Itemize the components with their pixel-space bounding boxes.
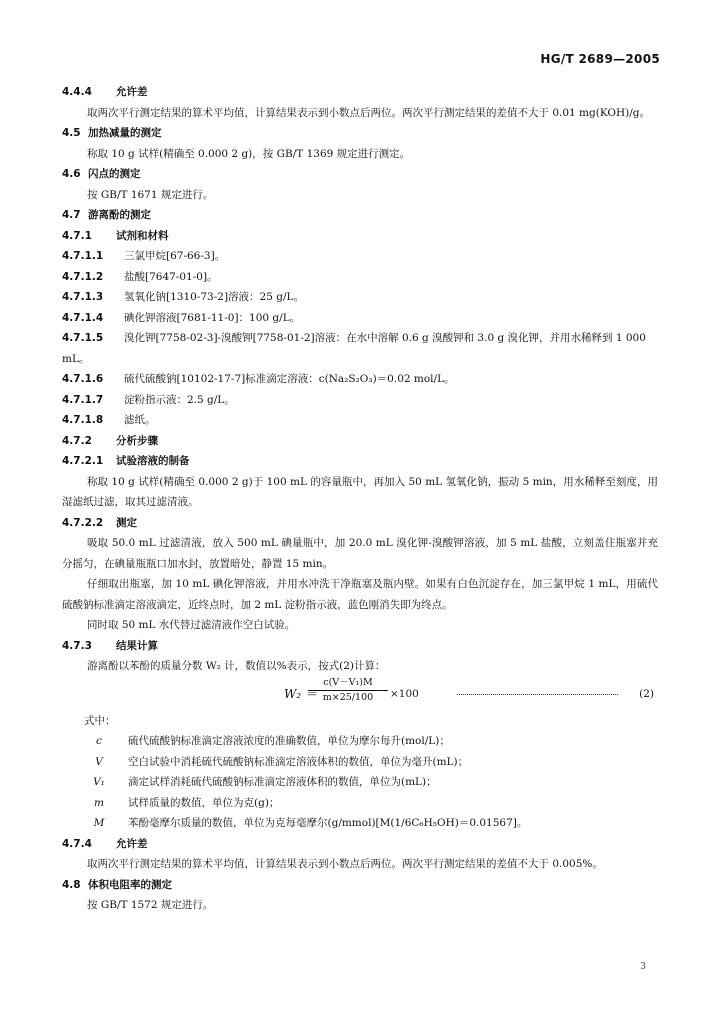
section-title: 游离酚的测定 xyxy=(88,209,151,221)
standard-code: HG/T 2689—2005 xyxy=(540,52,660,66)
variable-symbol: V₁ xyxy=(93,776,105,788)
section-title: 试剂和材料 xyxy=(116,229,169,242)
reagent-item xyxy=(62,369,658,390)
where-label: 式中： xyxy=(84,714,116,727)
section-number: 4.7.2 xyxy=(62,434,92,447)
paragraph: 游离酚以苯酚的质量分数 W₂ 计，数值以%表示，按式(2)计算： xyxy=(87,660,386,672)
item-text: 滤纸。 xyxy=(124,414,156,426)
variable-definition xyxy=(62,813,658,834)
section-title: 加热减量的测定 xyxy=(88,127,162,139)
reagent-item xyxy=(62,246,658,267)
item-number: 4.7.1.4 xyxy=(62,311,104,324)
item-number: 4.7.1.5 xyxy=(62,332,104,344)
reagent-item xyxy=(62,390,658,411)
section-heading xyxy=(62,226,658,247)
section-heading xyxy=(62,431,658,452)
item-text: 氢氧化钠[1310-73-2]溶液：25 g/L。 xyxy=(124,291,304,303)
section-heading xyxy=(62,205,658,226)
paragraph: 同时取 50 mL 水代替过滤清液作空白试验。 xyxy=(87,619,296,631)
section-title: 测定 xyxy=(116,516,137,529)
reagent-item xyxy=(62,267,658,288)
section-heading xyxy=(62,875,658,896)
reagent-item xyxy=(62,308,658,329)
section-heading xyxy=(62,123,658,144)
paragraph: 取两次平行测定结果的算术平均值，计算结果表示到小数点后两位。两次平行测定结果的差值不大于 0.005%。 xyxy=(87,858,603,870)
section-title: 允许差 xyxy=(116,837,148,850)
variable-symbol: V xyxy=(95,755,103,768)
section-number: 4.6 xyxy=(62,168,81,180)
variable-definition xyxy=(62,793,658,814)
formula-number: (2) xyxy=(639,687,654,700)
section-number: 4.5 xyxy=(62,127,81,139)
reagent-item xyxy=(62,287,658,308)
item-text: 硫代硫酸钠[10102-17-7]标准滴定溶液：c(Na₂S₂O₃)＝0.02 mol/L。 xyxy=(124,373,455,385)
section-title: 闪点的测定 xyxy=(88,168,141,180)
variable-description: 滴定试样消耗硫代硫酸钠标准滴定溶液体积的数值，单位为(mL)； xyxy=(128,776,437,788)
variable-definition xyxy=(62,772,658,793)
section-number: 4.8 xyxy=(62,878,81,891)
document-body xyxy=(62,82,658,916)
paragraph: 按 GB/T 1572 规定进行。 xyxy=(87,899,214,911)
paragraph: 称取 10 g 试样(精确至 0.000 2 g)，按 GB/T 1369 规定进行测定。 xyxy=(87,147,411,160)
item-text: 三氯甲烷[67-66-3]。 xyxy=(124,250,226,262)
variable-description: 试样质量的数值，单位为克(g)； xyxy=(128,796,280,809)
section-heading xyxy=(62,164,658,185)
section-title: 允许差 xyxy=(116,86,148,98)
section-number: 4.7.4 xyxy=(62,837,92,850)
section-heading xyxy=(62,82,658,103)
variable-definition xyxy=(62,752,658,773)
paragraph: 吸取 50.0 mL 过滤清液，放入 500 mL 碘量瓶中，加 20.0 mL 溴化钾-溴酸钾溶液，加 5 mL 盐酸，立刻盖住瓶塞并充分摇匀，在碘量瓶瓶口加水封，放置暗处，静置 15 min。 xyxy=(62,537,658,570)
section-number: 4.4.4 xyxy=(62,86,92,98)
reagent-item xyxy=(62,410,658,431)
item-number: 4.7.1.3 xyxy=(62,291,104,303)
section-number: 4.7.3 xyxy=(62,639,92,652)
section-title: 分析步骤 xyxy=(116,434,158,447)
variable-description: 硫代硫酸钠标准滴定溶液浓度的准确数值，单位为摩尔每升(mol/L)； xyxy=(128,735,450,747)
paragraph: 按 GB/T 1671 规定进行。 xyxy=(87,188,214,201)
formula-fraction xyxy=(308,677,388,704)
variable-symbol: m xyxy=(94,796,104,809)
item-text: 碘化钾溶液[7681-11-0]：100 g/L。 xyxy=(124,311,301,324)
variable-definition xyxy=(62,731,658,752)
formula-denominator: m×25/100 xyxy=(322,691,374,703)
paragraph: 称取 10 g 试样(精确至 0.000 2 g)于 100 mL 的容量瓶中，再加入 50 mL 氢氧化钠，振动 5 min，用水稀释至刻度，用湿滤纸过滤，取其过滤清液。 xyxy=(62,475,658,508)
item-number: 4.7.1.7 xyxy=(62,393,104,406)
section-number: 4.7.2.2 xyxy=(62,516,104,529)
section-title: 结果计算 xyxy=(116,639,158,652)
section-title: 试验溶液的制备 xyxy=(116,455,190,467)
section-number: 4.7 xyxy=(62,209,81,221)
item-number: 4.7.1.1 xyxy=(62,250,104,262)
item-text: 淀粉指示液：2.5 g/L。 xyxy=(124,393,235,406)
section-heading xyxy=(62,513,658,534)
section-heading xyxy=(62,451,658,472)
item-number: 4.7.1.2 xyxy=(62,270,104,283)
variable-description: 苯酚毫摩尔质量的数值，单位为克每毫摩尔(g/mmol)[M(1/6C₆H₅OH)＝0.01567]。 xyxy=(128,817,528,829)
section-number: 4.7.1 xyxy=(62,229,92,242)
section-number: 4.7.2.1 xyxy=(62,455,104,467)
item-number: 4.7.1.8 xyxy=(62,414,104,426)
variable-symbol: c xyxy=(96,735,102,747)
section-heading xyxy=(62,834,658,855)
item-text: 盐酸[7647-01-0]。 xyxy=(124,270,218,283)
variable-symbol: M xyxy=(93,817,105,829)
formula-numerator: c(V－V₁)M xyxy=(308,677,388,691)
variable-description: 空白试验中消耗硫代硫酸钠标准滴定溶液体积的数值，单位为毫升(mL)； xyxy=(128,755,469,768)
formula-2 xyxy=(62,677,658,711)
item-number: 4.7.1.6 xyxy=(62,373,104,385)
paragraph: 仔细取出瓶塞，加 10 mL 碘化钾溶液，并用水冲洗干净瓶塞及瓶内壁。如果有白色沉淀存在，加三氯甲烷 1 mL，用硫代硫酸钠标准滴定溶液滴定，近终点时，加 2 mL 淀粉指示液，蓝色刚消失即为终点。 xyxy=(62,578,658,611)
section-title: 体积电阻率的测定 xyxy=(88,878,172,891)
section-heading xyxy=(62,636,658,657)
formula-lhs: W₂ ＝ xyxy=(284,686,317,701)
item-text: 溴化钾[7758-02-3]-溴酸钾[7758-01-2]溶液：在水中溶解 0.6 g 溴酸钾和 3.0 g 溴化钾，并用水稀释到 1 000 mL。 xyxy=(62,332,646,365)
page-number: 3 xyxy=(640,962,646,972)
formula-leader-dots xyxy=(457,694,618,695)
paragraph: 取两次平行测定结果的算术平均值，计算结果表示到小数点后两位。两次平行测定结果的差值不大于 0.01 mg(KOH)/g。 xyxy=(87,106,651,119)
reagent-item xyxy=(62,328,658,369)
formula-multiplier: ×100 xyxy=(390,687,419,700)
